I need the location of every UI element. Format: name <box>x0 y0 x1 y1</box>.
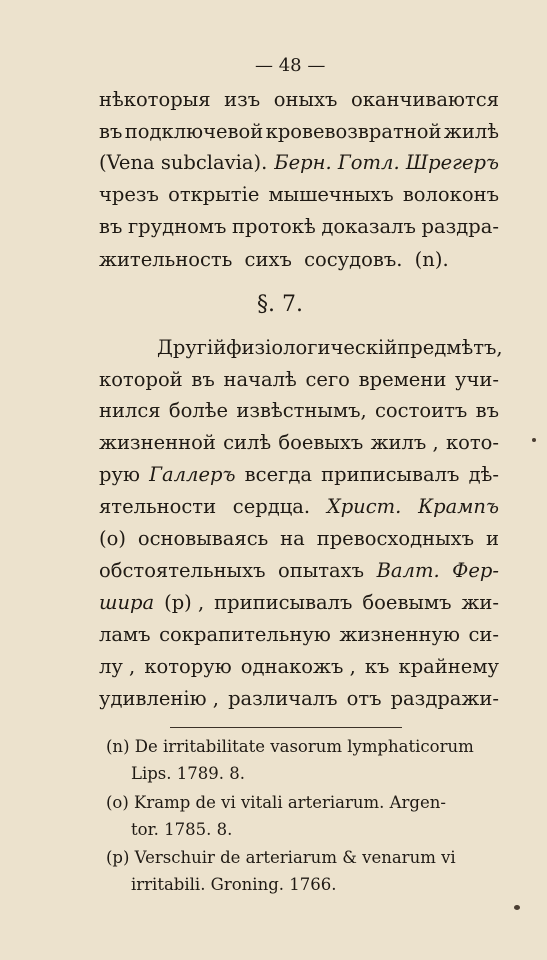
word: опытахъ <box>278 559 365 582</box>
body-line <box>99 151 499 175</box>
word: нился <box>99 399 161 422</box>
word: крайнему <box>398 655 499 678</box>
author-name: Фер- <box>452 559 499 582</box>
author-name: Берн. Готл. Шрегеръ <box>274 151 499 174</box>
footnote-ref: (о) <box>99 527 126 550</box>
body-line <box>99 183 499 207</box>
word: боевымъ <box>362 591 452 614</box>
body-line <box>99 559 499 583</box>
author-name: Галлеръ <box>149 463 236 486</box>
word: превосходныхъ <box>316 527 475 550</box>
body-line <box>99 248 449 272</box>
footnote-ref: (n). <box>414 248 449 271</box>
word: сего <box>305 368 350 391</box>
word: чрезъ <box>99 183 159 206</box>
author-name: Христ. <box>326 495 402 518</box>
word: раздражи- <box>390 687 499 710</box>
footnote-ref: (р) , <box>164 591 205 614</box>
word: сердца. <box>232 495 311 518</box>
body-line <box>99 215 499 239</box>
word: и <box>485 527 499 550</box>
word: физіологическій <box>226 336 398 359</box>
word: жи- <box>461 591 499 614</box>
body-line <box>99 463 499 487</box>
ink-spot <box>514 905 520 910</box>
section-heading: §. 7. <box>257 292 303 317</box>
footnote-line: (o) Kramp de vi vitali arteriarum. Argen- <box>106 793 446 812</box>
body-line <box>99 399 499 423</box>
word: жилъ , <box>370 431 439 454</box>
word: однакожъ , <box>240 655 356 678</box>
word: состоитъ <box>375 399 468 422</box>
footnote-line: tor. 1785. 8. <box>131 820 233 839</box>
body-line <box>99 623 499 647</box>
word: Другій <box>157 336 227 359</box>
footnote-line: Lips. 1789. 8. <box>131 764 245 783</box>
word: кровевозвратной <box>265 120 442 143</box>
word: болѣе <box>168 399 229 422</box>
word: волоконъ <box>402 183 499 206</box>
word: кото- <box>445 431 499 454</box>
word: раздра- <box>421 215 499 238</box>
body-line <box>157 336 503 360</box>
word: всегда <box>244 463 312 486</box>
word: которую <box>144 655 232 678</box>
body-line <box>99 655 499 679</box>
word: основываясь <box>137 527 269 550</box>
word: къ <box>364 655 390 678</box>
word: въ <box>191 368 215 391</box>
word: рую <box>99 463 140 486</box>
word: жилѣ <box>443 120 499 143</box>
word: сосудовъ. <box>304 248 403 271</box>
word: приписывалъ <box>214 591 353 614</box>
word: ламъ <box>99 623 151 646</box>
word: различалъ <box>228 687 338 710</box>
footnote-line: irritabili. Groning. 1766. <box>131 875 337 894</box>
word: сихъ <box>244 248 292 271</box>
word: учи- <box>455 368 499 391</box>
word: на <box>280 527 305 550</box>
ink-spot <box>532 438 536 442</box>
word: (Vena subclavia). <box>99 151 268 174</box>
body-line <box>99 495 499 519</box>
body-line <box>99 591 499 615</box>
word: обстоятельныхъ <box>99 559 266 582</box>
word: времени <box>358 368 447 391</box>
word: лу , <box>99 655 136 678</box>
word: началѣ <box>223 368 297 391</box>
author-name: шира <box>99 591 155 614</box>
word: жизненную <box>339 623 460 646</box>
word: въ <box>99 215 123 238</box>
body-line <box>99 88 499 112</box>
word: открытіе <box>168 183 260 206</box>
body-line <box>99 431 499 455</box>
footnote-line: (p) Verschuir de arteriarum & venarum vi <box>106 848 456 867</box>
body-line <box>99 368 499 392</box>
word: си- <box>468 623 499 646</box>
word: приписывалъ <box>321 463 460 486</box>
author-name: Крампъ <box>418 495 499 518</box>
word: дѣ- <box>468 463 499 486</box>
body-line <box>99 687 499 711</box>
page-number: — 48 — <box>255 55 326 76</box>
word: нѣкоторыя <box>99 88 211 111</box>
word: силѣ <box>223 431 272 454</box>
footnote-divider <box>170 727 402 728</box>
word: сокрапительную <box>159 623 331 646</box>
word: удивленію , <box>99 687 219 710</box>
word: протокѣ <box>232 215 316 238</box>
word: оканчиваются <box>350 88 499 111</box>
word: ятельности <box>99 495 217 518</box>
word: извѣстнымъ, <box>236 399 367 422</box>
word: въ <box>475 399 499 422</box>
word: грудномъ <box>127 215 227 238</box>
word: боевыхъ <box>278 431 364 454</box>
word: которой <box>99 368 183 391</box>
word: оныхъ <box>273 88 338 111</box>
word: отъ <box>346 687 382 710</box>
footnote-line: (n) De irritabilitate vasorum lymphaticorum <box>106 737 474 756</box>
body-line <box>99 527 499 551</box>
word: мышечныхъ <box>268 183 394 206</box>
word: жизненной <box>99 431 216 454</box>
body-line <box>99 120 499 144</box>
author-name: Валт. <box>376 559 440 582</box>
word: предмѣтъ, <box>397 336 503 359</box>
word: изъ <box>224 88 261 111</box>
word: подключевой <box>124 120 264 143</box>
word: доказалъ <box>321 215 416 238</box>
word: жительность <box>99 248 233 271</box>
word: въ <box>99 120 123 143</box>
